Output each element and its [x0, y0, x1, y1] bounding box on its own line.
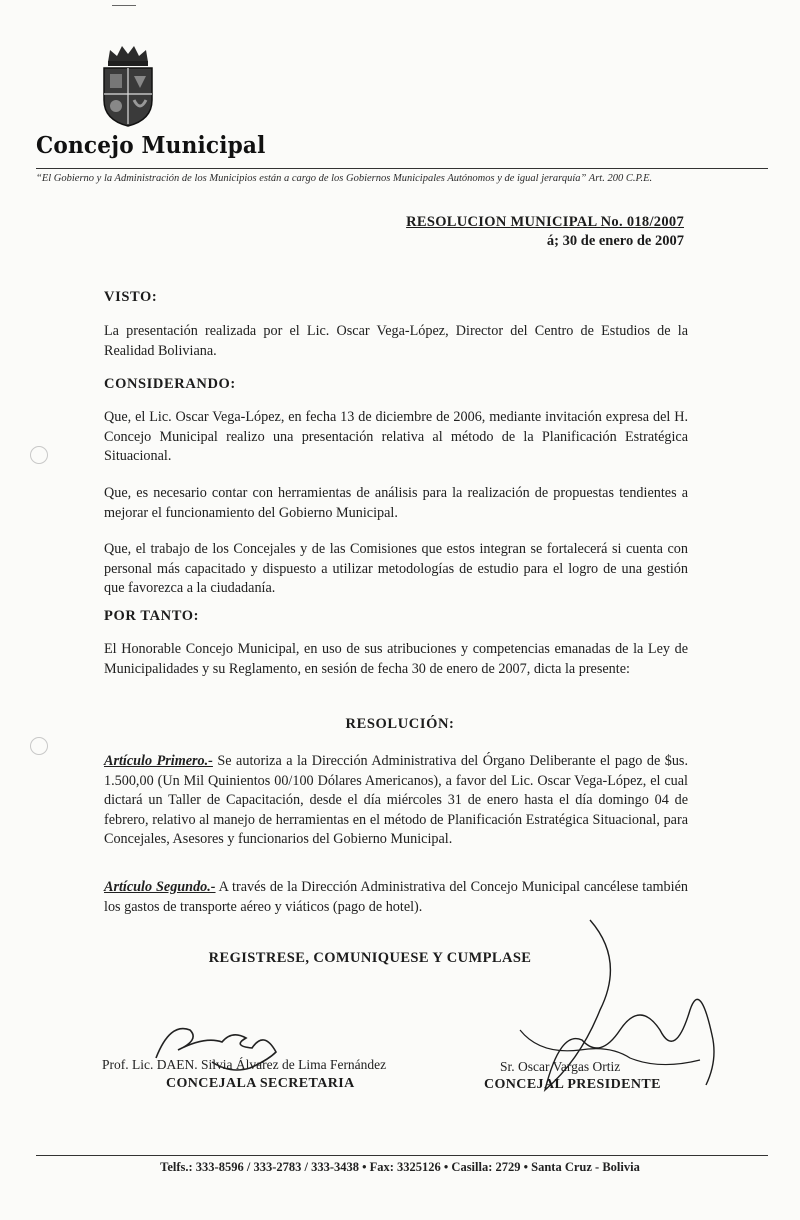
- right-signatory-name: Sr. Oscar Vargas Ortiz: [500, 1059, 621, 1074]
- visto-text: La presentación realizada por el Lic. Oscar Vega-López, Director del Centro de Estudios de la Realidad Boliviana.: [104, 323, 688, 359]
- article-first-text: Se autoriza a la Dirección Administrativa del Órgano Deliberante el pago de $us. 1.500,00 (Un Mil Quinientos 00/100 Dólares Americanos), a favor del Lic. Oscar Vega-López, el cual dictará un Taller de Capacitación, desde el día miércoles 31 de enero hasta el día domingo 04 de febrero, relativo al manejo de herramientas en el método de Planificación Estratégica Situacional, para Concejales, Asesores y funcionarios del Gobierno Municipal.: [104, 753, 688, 847]
- considerando-paragraph: Que, es necesario contar con herramientas de análisis para la realización de propuestas tendientes a mejorar el funcionamiento del Gobierno Municipal.: [104, 485, 688, 521]
- considerando-paragraph: Que, el trabajo de los Concejales y de las Comisiones que estos integran se fortalecerá si cuenta con personal más capacitado y dispuesto a utilizar metodologías de estudio para el logro de una gestión que favorezca a la ciudadanía.: [104, 541, 688, 596]
- resolution-date: á; 30 de enero de 2007: [546, 233, 684, 249]
- article-first: [104, 752, 688, 850]
- por-tanto-text: El Honorable Concejo Municipal, en uso de sus atribuciones y competencias emanadas de la Ley de Municipalidades y su Reglamento, en sesión de fecha 30 de enero de 2007, dicta la presente:: [104, 641, 688, 677]
- punch-hole: [30, 446, 48, 464]
- footer-contact: Telfs.: 333-8596 / 333-2783 / 333-3438 • Fax: 3325126 • Casilla: 2729 • Santa Cruz - Bolivia: [160, 1160, 640, 1174]
- article-first-label: Artículo Primero.-: [104, 753, 213, 769]
- article-second-text: A través de la Dirección Administrativa del Concejo Municipal cancélese también los gastos de transporte aéreo y viáticos (pago de hotel).: [104, 879, 688, 915]
- closing-formula: REGISTRESE, COMUNIQUESE Y CUMPLASE: [208, 950, 532, 966]
- coat-of-arms-logo: [100, 42, 156, 128]
- considerando-heading: CONSIDERANDO:: [104, 376, 236, 392]
- article-second: [104, 878, 688, 917]
- visto-heading: VISTO:: [104, 289, 158, 305]
- resolucion-heading: RESOLUCIÓN:: [345, 716, 455, 732]
- header-divider: [36, 168, 768, 169]
- punch-hole: [30, 737, 48, 755]
- footer-divider: [36, 1155, 768, 1156]
- resolution-number: RESOLUCION MUNICIPAL No. 018/2007: [406, 214, 684, 230]
- left-signatory-role: CONCEJALA SECRETARIA: [166, 1076, 355, 1091]
- header-motto: “El Gobierno y la Administración de los Municipios están a cargo de los Gobiernos Municipales Autónomos y de igual jerarquía” Art. 200 C.P.E.: [36, 173, 653, 184]
- article-second-label: Artículo Segundo.-: [104, 879, 216, 895]
- right-signatory-role: CONCEJAL PRESIDENTE: [484, 1077, 661, 1092]
- organization-name: Concejo Municipal: [36, 132, 266, 159]
- por-tanto-heading: POR TANTO:: [104, 608, 200, 624]
- considerando-paragraph: Que, el Lic. Oscar Vega-López, en fecha 13 de diciembre de 2006, mediante invitación expresa del H. Concejo Municipal realizo una presentación relativa al método de la Planificación Estratégica Situacional.: [104, 409, 688, 464]
- left-signatory-name: Prof. Lic. DAEN. Silvia Álvarez de Lima Fernández: [102, 1057, 387, 1072]
- top-mark: [112, 0, 136, 6]
